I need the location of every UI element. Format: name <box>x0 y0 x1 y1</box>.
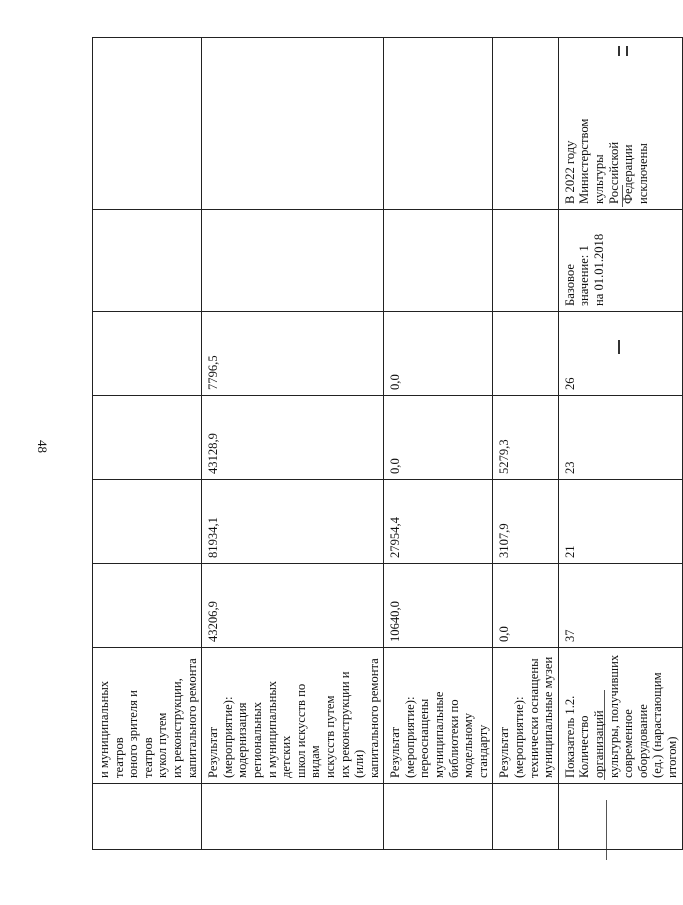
page-number: 48 <box>35 440 50 453</box>
cell-note <box>202 38 384 210</box>
table-row <box>558 38 682 850</box>
cell-note <box>384 38 493 210</box>
cell-v1: 10640,0 <box>384 564 493 648</box>
cell-indicator <box>558 784 682 850</box>
cell-base <box>93 210 202 312</box>
cell-v4: 26 <box>558 312 682 396</box>
cell-indicator <box>493 784 558 850</box>
cell-indicator <box>384 784 493 850</box>
cell-v3: 5279,3 <box>493 396 558 480</box>
cell-description: Показатель 1.2. Количество организаций культуры, получивших современное оборудование (ед.) (нарастающим итогом) <box>558 648 682 784</box>
cell-description: и муниципальных театров юного зрителя и театров кукол путем их реконструкции, капитального ремонта <box>93 648 202 784</box>
cell-v2: 81934,1 <box>202 480 384 564</box>
cell-v4: 0,0 <box>384 312 493 396</box>
cell-description: Результат (мероприятие): технически оснащены муниципальные музеи <box>493 648 558 784</box>
cell-v1: 0,0 <box>493 564 558 648</box>
cell-v4 <box>493 312 558 396</box>
cell-base: Базовое значение: 1 на 01.01.2018 <box>558 210 682 312</box>
table-row <box>384 38 493 850</box>
cell-base <box>202 210 384 312</box>
cell-v3: 23 <box>558 396 682 480</box>
cell-v3: 43128,9 <box>202 396 384 480</box>
rotated-page <box>92 38 679 850</box>
table-row <box>93 38 202 850</box>
cell-note: В 2022 году Министерством культуры Российской Федерации исключены <box>558 38 682 210</box>
cell-indicator <box>93 784 202 850</box>
cell-v4: 7796,5 <box>202 312 384 396</box>
cell-v3 <box>93 396 202 480</box>
data-table <box>92 37 683 850</box>
cell-base <box>493 210 558 312</box>
cell-v3: 0,0 <box>384 396 493 480</box>
cell-v4 <box>93 312 202 396</box>
table-row <box>202 38 384 850</box>
cell-v1: 43206,9 <box>202 564 384 648</box>
table-row <box>493 38 558 850</box>
cell-v2: 3107,9 <box>493 480 558 564</box>
cell-description: Результат (мероприятие): модернизация региональных и муниципальных детских школ искусств по видам искусств путем их реконструкции и (или) капитального ремонта <box>202 648 384 784</box>
cell-v1 <box>93 564 202 648</box>
cell-note <box>493 38 558 210</box>
cell-indicator <box>202 784 384 850</box>
cell-v2 <box>93 480 202 564</box>
cell-base <box>384 210 493 312</box>
cell-v1: 37 <box>558 564 682 648</box>
cell-v2: 21 <box>558 480 682 564</box>
cell-v2: 27954,4 <box>384 480 493 564</box>
cell-description: Результат (мероприятие): переоснащены муниципальные библиотеки по модельному стандарту <box>384 648 493 784</box>
cell-note <box>93 38 202 210</box>
